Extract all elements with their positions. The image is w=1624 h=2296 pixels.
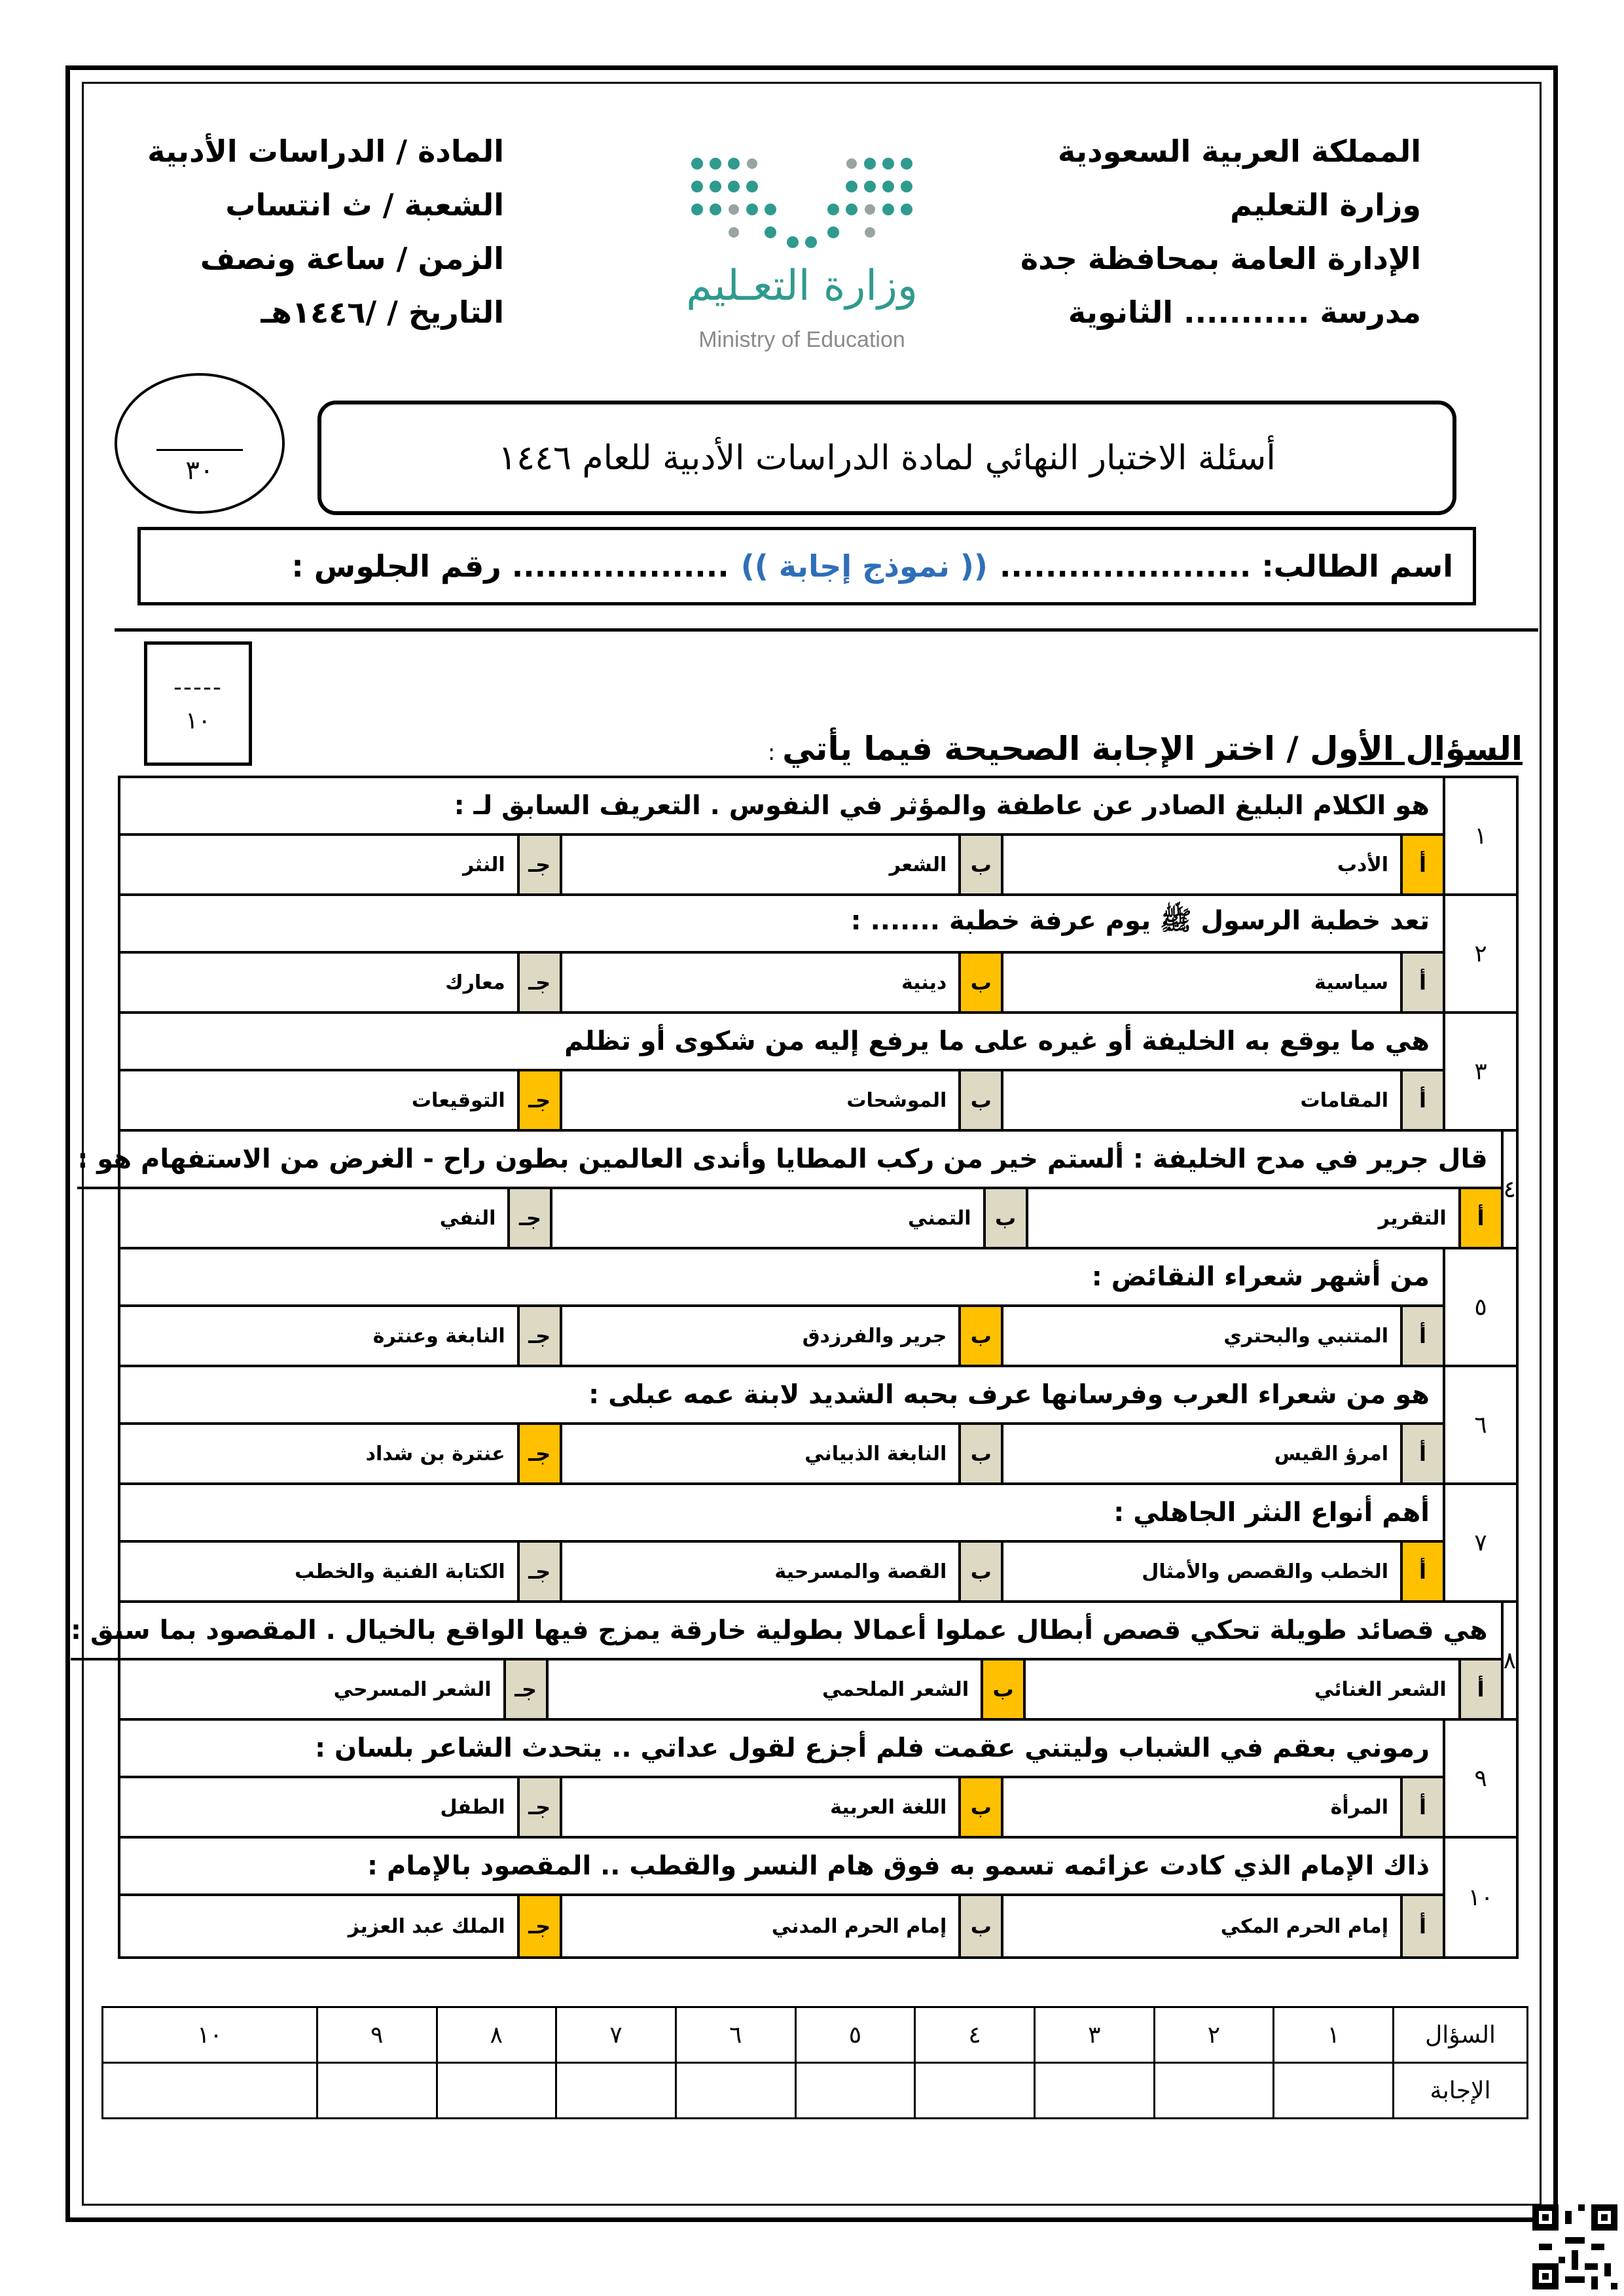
- option-text: جرير والفرزدق: [802, 1324, 947, 1348]
- answer-option[interactable]: [560, 954, 1001, 1011]
- answer-grid-cell[interactable]: [1154, 2063, 1274, 2119]
- correct-option-letter: أ: [1400, 1543, 1443, 1600]
- question-options: [120, 1425, 1443, 1482]
- option-letter: أ: [1400, 1896, 1443, 1956]
- question-row: [120, 778, 1516, 896]
- option-text: المرأة: [1330, 1795, 1388, 1819]
- option-letter: ب: [983, 1189, 1026, 1247]
- option-text: النابغة وعنترة: [372, 1324, 505, 1348]
- question-number: ٢: [1443, 896, 1516, 1011]
- option-text: امرؤ القيس: [1274, 1442, 1388, 1465]
- question-text: هو الكلام البليغ الصادر عن عاطفة والمؤثر في النفوس . التعريف السابق لـ :: [120, 778, 1443, 836]
- question-text: قال جرير في مدح الخليفة : ألستم خير من ركب المطايا وأندى العالمين بطون راح - الغرض من الاستفهام هو :: [77, 1132, 1500, 1189]
- question-number: ٩: [1443, 1721, 1516, 1836]
- question-options: [120, 954, 1443, 1011]
- question-number: ٨: [1501, 1603, 1516, 1718]
- date-label: التاريخ / /١٤٤٦هـ: [261, 295, 504, 330]
- question-text: من أشهر شعراء النقائض :: [120, 1249, 1443, 1307]
- option-text: النفي: [439, 1206, 496, 1230]
- answer-option[interactable]: [560, 1425, 1001, 1482]
- option-letter: جـ: [517, 1543, 560, 1600]
- ministry-logo: [677, 144, 926, 360]
- question-body: [120, 1014, 1443, 1129]
- option-text: المتنبي والبحتري: [1223, 1324, 1388, 1348]
- option-text: الملك عبد العزيز: [348, 1914, 505, 1938]
- option-text: عنترة بن شداد: [365, 1442, 505, 1465]
- correct-option-letter: ب: [981, 1660, 1023, 1718]
- option-letter: جـ: [507, 1189, 550, 1247]
- answer-grid-number: ٩: [317, 2007, 437, 2063]
- answer-option[interactable]: [560, 836, 1001, 893]
- header-divider: [115, 628, 1538, 632]
- answer-option[interactable]: [120, 1896, 560, 1956]
- question-row: [77, 1132, 1516, 1249]
- option-letter: ب: [958, 1071, 1001, 1129]
- option-text: المقامات: [1300, 1088, 1388, 1112]
- answer-option[interactable]: [77, 1189, 550, 1247]
- option-text: النثر: [462, 853, 505, 876]
- student-name-field[interactable]: اسم الطالب: ......................: [999, 548, 1453, 584]
- section-score-value: ١٠: [185, 708, 211, 734]
- option-text: إمام الحرم المدني: [771, 1914, 947, 1938]
- answer-grid-cell[interactable]: [676, 2063, 795, 2119]
- question-options: [77, 1189, 1500, 1247]
- option-text: الكتابة الفنية والخطب: [295, 1560, 505, 1583]
- answer-grid: [101, 2006, 1528, 2119]
- answer-grid-question-label: السؤال: [1394, 2007, 1528, 2063]
- answer-grid-number: ٥: [795, 2007, 915, 2063]
- option-letter: أ: [1400, 1778, 1443, 1836]
- exam-title: أسئلة الاختبار النهائي لمادة الدراسات الأدبية للعام ١٤٤٦: [317, 401, 1456, 515]
- question-row: [120, 1014, 1516, 1132]
- answer-option[interactable]: [560, 1071, 1001, 1129]
- answer-option[interactable]: [560, 1778, 1001, 1836]
- directorate-label: الإدارة العامة بمحافظة جدة: [1020, 241, 1421, 276]
- question-body: [120, 896, 1443, 1011]
- answer-option[interactable]: [1001, 1543, 1443, 1600]
- question-text: أهم أنواع النثر الجاهلي :: [120, 1485, 1443, 1543]
- question-row: [71, 1603, 1516, 1721]
- question-row: [120, 1839, 1516, 1956]
- question-text: ذاك الإمام الذي كادت عزائمه تسمو به فوق هام النسر والقطب .. المقصود بالإمام :: [120, 1839, 1443, 1896]
- option-letter: أ: [1400, 1425, 1443, 1482]
- header-right: [1020, 124, 1421, 339]
- answer-option[interactable]: [1001, 1425, 1443, 1482]
- correct-option-letter: ب: [958, 1307, 1001, 1365]
- option-letter: جـ: [517, 1778, 560, 1836]
- option-letter: ب: [958, 836, 1001, 893]
- logo-arabic-text: وزارة التعـليم: [686, 262, 918, 310]
- answer-grid-question-row: [103, 2007, 1528, 2063]
- seat-number-field[interactable]: ................... رقم الجلوس :: [291, 548, 729, 584]
- option-letter: جـ: [517, 836, 560, 893]
- question-number: ٦: [1443, 1367, 1516, 1482]
- answer-option[interactable]: [120, 1307, 560, 1365]
- correct-option-letter: أ: [1458, 1189, 1501, 1247]
- correct-option-letter: أ: [1400, 836, 1443, 893]
- question-options: [120, 1778, 1443, 1836]
- question-number: ٧: [1443, 1485, 1516, 1600]
- model-answer-label: (( نموذج إجابة )): [740, 548, 988, 584]
- option-text: التمني: [908, 1206, 971, 1230]
- option-letter: ب: [958, 1425, 1001, 1482]
- total-score-value: ٣٠: [185, 456, 214, 486]
- answer-option[interactable]: [120, 1778, 560, 1836]
- correct-option-letter: ب: [958, 954, 1001, 1011]
- answer-option[interactable]: [120, 1425, 560, 1482]
- questions-table: [71, 776, 1519, 1959]
- section-score-dash: -----: [173, 674, 223, 701]
- option-letter: جـ: [517, 954, 560, 1011]
- answer-option[interactable]: [120, 836, 560, 893]
- subject-label: المادة / الدراسات الأدبية: [147, 134, 504, 169]
- question-text: رموني بعقم في الشباب وليتني عقمت فلم أجزع لقول عداتي .. يتحدث الشاعر بلسان :: [120, 1721, 1443, 1778]
- answer-option[interactable]: [1001, 1307, 1443, 1365]
- option-text: التقرير: [1378, 1206, 1447, 1230]
- answer-option[interactable]: [120, 954, 560, 1011]
- option-text: الشعر: [889, 853, 947, 876]
- option-text: الشعر الملحمي: [822, 1677, 969, 1701]
- answer-option[interactable]: [120, 1071, 560, 1129]
- total-score-ellipse: [115, 373, 285, 514]
- option-letter: ب: [958, 1896, 1001, 1956]
- option-letter: جـ: [503, 1660, 546, 1718]
- question-body: [120, 1839, 1443, 1956]
- option-text: الطفل: [440, 1795, 505, 1819]
- answer-option[interactable]: [560, 1896, 1001, 1956]
- question-body: [120, 1485, 1443, 1600]
- question-text: هو من شعراء العرب وفرسانها عرف بحبه الشديد لابنة عمه عبلى :: [120, 1367, 1443, 1425]
- option-text: معارك: [445, 971, 505, 994]
- score-line: [156, 449, 243, 451]
- option-text: الشعر المسرحي: [333, 1677, 492, 1701]
- answer-option[interactable]: [550, 1189, 1025, 1247]
- question-options: [120, 836, 1443, 893]
- question-row: [120, 1367, 1516, 1485]
- option-text: الخطب والقصص والأمثال: [1142, 1560, 1388, 1583]
- answer-option[interactable]: [1001, 1071, 1443, 1129]
- option-text: الأدب: [1337, 853, 1388, 876]
- section-label: الشعبة / ث انتساب: [225, 187, 504, 223]
- option-text: التوقيعات: [411, 1088, 505, 1112]
- answer-option[interactable]: [560, 1307, 1001, 1365]
- answer-option[interactable]: [120, 1543, 560, 1600]
- question-row: [120, 1721, 1516, 1839]
- answer-grid-cell[interactable]: [1034, 2063, 1154, 2119]
- section-score-box: [144, 641, 252, 766]
- question-options: [120, 1543, 1443, 1600]
- correct-option-letter: جـ: [517, 1425, 560, 1482]
- answer-grid-cell[interactable]: [915, 2063, 1035, 2119]
- answer-grid-number: ٨: [437, 2007, 556, 2063]
- question-text: تعد خطبة الرسول ﷺ يوم عرفة خطبة ....... :: [120, 896, 1443, 954]
- question-number: ٤: [1501, 1132, 1516, 1247]
- answer-option[interactable]: [1023, 1660, 1501, 1718]
- question-body: [71, 1603, 1501, 1718]
- answer-option[interactable]: [1001, 1778, 1443, 1836]
- correct-option-letter: جـ: [517, 1896, 560, 1956]
- answer-option[interactable]: [546, 1660, 1024, 1718]
- question-number: ١: [1443, 778, 1516, 893]
- logo-english-text: Ministry of Education: [698, 327, 905, 352]
- question-body: [120, 1367, 1443, 1482]
- question-options: [120, 1307, 1443, 1365]
- school-label: مدرسة ........... الثانوية: [1068, 295, 1421, 330]
- option-letter: أ: [1400, 1307, 1443, 1365]
- option-text: الشعر الغنائي: [1314, 1677, 1447, 1701]
- question-row: [120, 1249, 1516, 1367]
- answer-grid-cell[interactable]: [103, 2063, 317, 2119]
- option-text: إمام الحرم المكي: [1220, 1914, 1388, 1938]
- correct-option-letter: جـ: [517, 1071, 560, 1129]
- question-number: ٥: [1443, 1249, 1516, 1365]
- question-options: [71, 1660, 1501, 1718]
- section-heading: [768, 730, 1523, 768]
- question-body: [120, 1721, 1443, 1836]
- ministry-logo-dots-icon: [677, 144, 926, 255]
- answer-grid-number: ١٠: [103, 2007, 317, 2063]
- qr-code-icon: [1532, 2204, 1617, 2289]
- option-text: النابغة الذبياني: [804, 1442, 947, 1465]
- answer-grid-number: ٦: [676, 2007, 795, 2063]
- question-row: [120, 1485, 1516, 1603]
- answer-grid-number: ٧: [556, 2007, 676, 2063]
- question-body: [120, 1249, 1443, 1365]
- section-heading-title: السؤال الأول: [1310, 730, 1523, 768]
- answer-option[interactable]: [560, 1543, 1001, 1600]
- option-letter: جـ: [517, 1307, 560, 1365]
- question-number: ١٠: [1443, 1839, 1516, 1956]
- question-row: [120, 896, 1516, 1014]
- answer-grid-cell[interactable]: [795, 2063, 915, 2119]
- question-text: هي قصائد طويلة تحكي قصص أبطال عملوا أعمالا بطولية خارقة يمزج فيها الواقع بالخيال . المقصود بما سبق :: [71, 1603, 1501, 1660]
- answer-grid-number: ٣: [1034, 2007, 1154, 2063]
- answer-grid-cell[interactable]: [1274, 2063, 1394, 2119]
- question-body: [77, 1132, 1500, 1247]
- answer-option[interactable]: [71, 1660, 546, 1718]
- option-text: القصة والمسرحية: [774, 1560, 947, 1583]
- option-text: اللغة العربية: [830, 1795, 947, 1819]
- option-letter: أ: [1458, 1660, 1501, 1718]
- option-text: الموشحات: [846, 1088, 947, 1112]
- ministry-label: وزارة التعليم: [1230, 187, 1421, 223]
- header-left: [147, 124, 504, 339]
- correct-option-letter: ب: [958, 1778, 1001, 1836]
- answer-grid-answer-row: [103, 2063, 1528, 2119]
- answer-grid-number: ٤: [915, 2007, 1035, 2063]
- answer-grid-number: ١: [1274, 2007, 1394, 2063]
- answer-grid-cell[interactable]: [317, 2063, 437, 2119]
- option-text: سياسية: [1314, 971, 1388, 994]
- section-heading-instruction: / اختر الإجابة الصحيحة فيما يأتي: [782, 730, 1310, 768]
- section-heading-colon: :: [767, 740, 783, 766]
- question-text: هي ما يوقع به الخليفة أو غيره على ما يرفع إليه من شكوى أو تظلم: [120, 1014, 1443, 1071]
- country-label: المملكة العربية السعودية: [1057, 134, 1421, 169]
- answer-option[interactable]: [1001, 1896, 1443, 1956]
- option-letter: أ: [1400, 954, 1443, 1011]
- answer-grid-cell[interactable]: [437, 2063, 556, 2119]
- question-body: [120, 778, 1443, 893]
- question-options: [120, 1071, 1443, 1129]
- question-number: ٣: [1443, 1014, 1516, 1129]
- duration-label: الزمن / ساعة ونصف: [200, 241, 504, 276]
- answer-grid-cell[interactable]: [556, 2063, 676, 2119]
- answer-option[interactable]: [1001, 954, 1443, 1011]
- answer-option[interactable]: [1026, 1189, 1501, 1247]
- option-letter: ب: [958, 1543, 1001, 1600]
- answer-option[interactable]: [1001, 836, 1443, 893]
- answer-grid-answer-label: الإجابة: [1394, 2063, 1528, 2119]
- option-letter: أ: [1400, 1071, 1443, 1129]
- question-options: [120, 1896, 1443, 1956]
- answer-grid-number: ٢: [1154, 2007, 1274, 2063]
- student-info-box: [137, 527, 1476, 605]
- option-text: دينية: [901, 971, 947, 994]
